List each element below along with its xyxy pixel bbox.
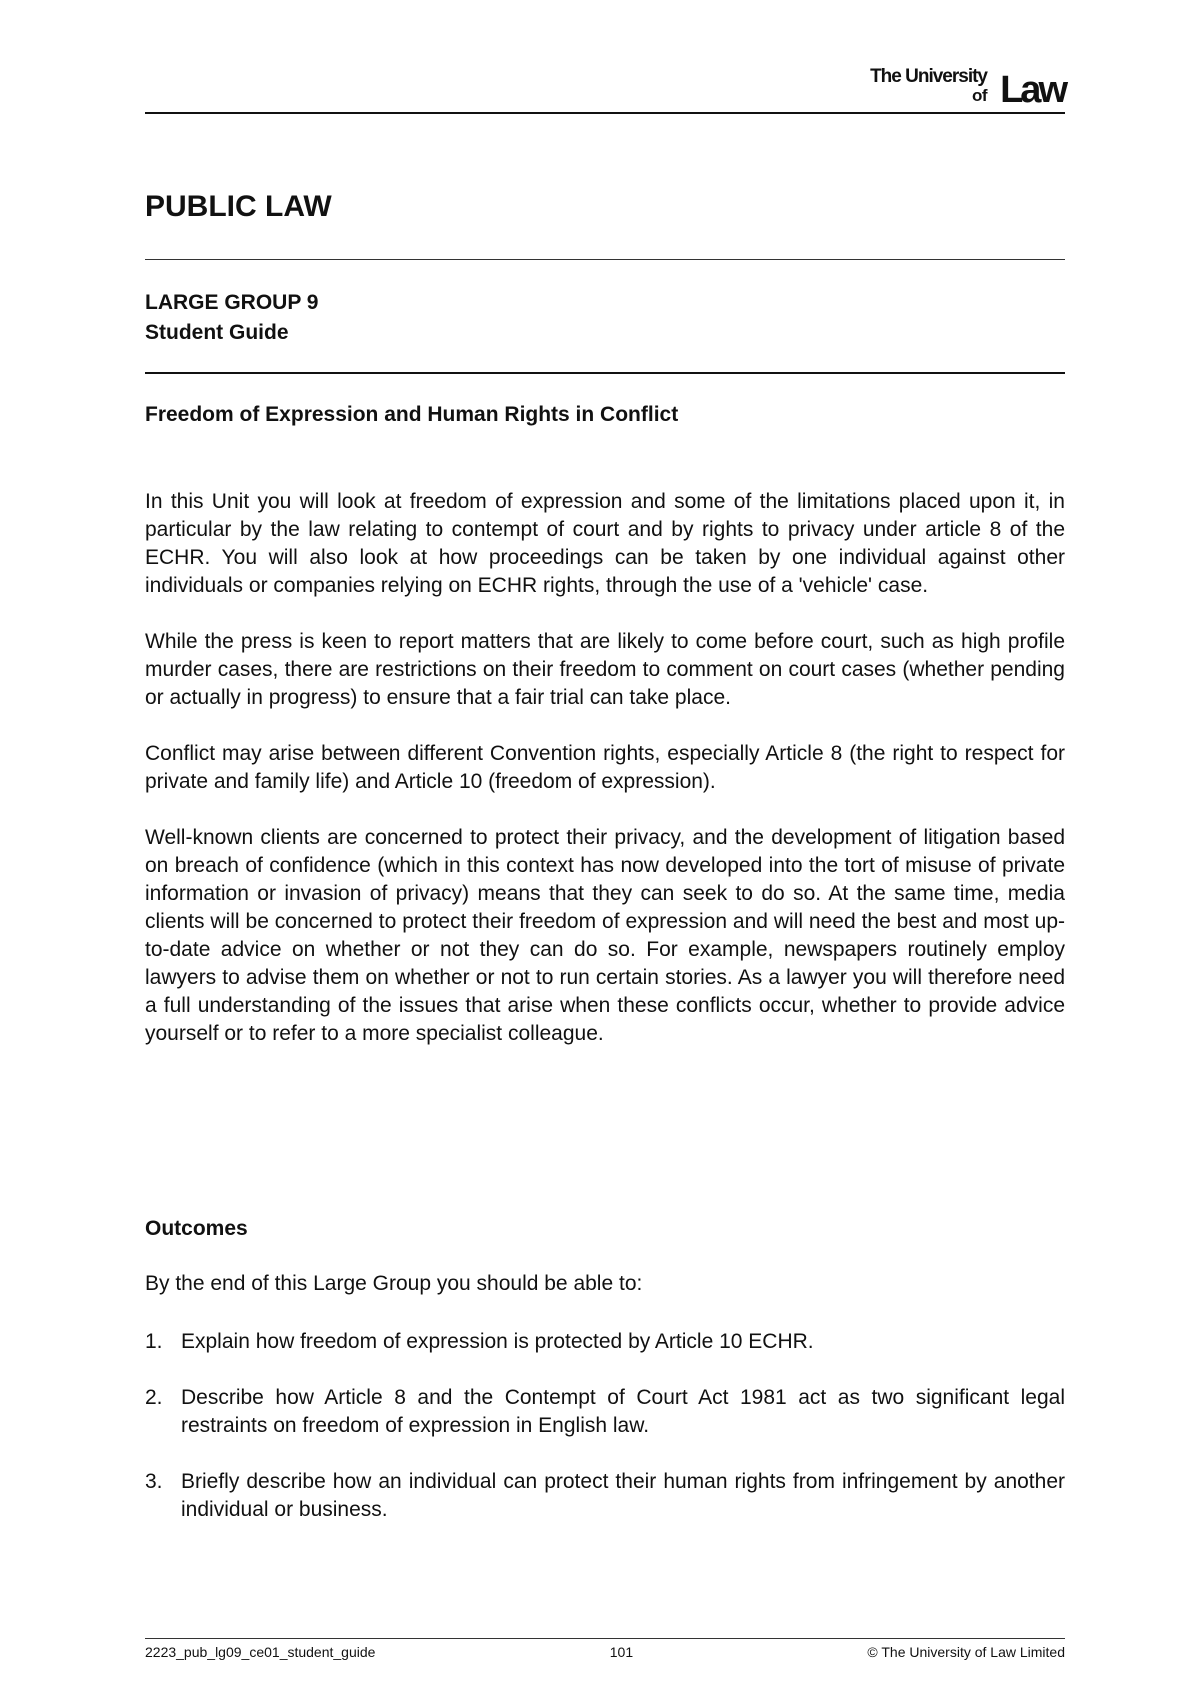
- paragraph: In this Unit you will look at freedom of expression and some of the limitations placed upon it, in particular by the law relating to contempt of court and by rights to privacy under article 8 of the ECHR. You will also look at how proceedings can be taken by one individual against other individuals or companies relying on ECHR rights, through the use of a 'vehicle' case.: [145, 490, 1065, 597]
- logo-text-of: of: [971, 86, 987, 105]
- list-item: [145, 1384, 1065, 1440]
- outcomes-intro: By the end of this Large Group you should be able to:: [145, 1272, 643, 1295]
- title-rule: [145, 259, 1065, 260]
- list-text: Briefly describe how an individual can protect their human rights from infringement by another individual or business.: [181, 1470, 1065, 1521]
- list-item: [145, 1468, 1065, 1524]
- section-rule: [145, 372, 1065, 374]
- list-number: 1.: [145, 1330, 163, 1353]
- footer-copyright: © The University of Law Limited: [867, 1644, 1065, 1660]
- header-rule: [145, 112, 1065, 114]
- group-heading: [145, 288, 318, 348]
- group-subtitle: Student Guide: [145, 321, 289, 344]
- list-number: 3.: [145, 1470, 163, 1493]
- outcomes-heading: Outcomes: [145, 1217, 248, 1240]
- outcomes-list: [145, 1328, 1065, 1552]
- document-page: [145, 0, 1065, 1698]
- list-text: Describe how Article 8 and the Contempt of Court Act 1981 act as two significant legal restraints on freedom of expression in English law.: [181, 1386, 1065, 1437]
- topic-heading: Freedom of Expression and Human Rights in Conflict: [145, 403, 679, 426]
- logo-text-university: The University: [870, 66, 987, 87]
- footer-rule: [145, 1638, 1065, 1639]
- logo-text-law: Law: [1000, 69, 1065, 111]
- page-footer: [145, 1644, 1065, 1660]
- footer-page-number: 101: [609, 1644, 634, 1660]
- paragraph: Well-known clients are concerned to protect their privacy, and the development of litigation based on breach of confidence (which in this context has now developed into the tort of misuse of private information or invasion of privacy) means that they can seek to do so. At the same time, media clients will be concerned to protect their freedom of expression and will need the best and most up-to-date advice on whether or not they can do so. For example, newspapers routinely employ lawyers to advise them on whether or not to run certain stories. As a lawyer you will therefore need a full understanding of the issues that arise when these conflicts occur, whether to provide advice yourself or to refer to a more specialist colleague.: [145, 826, 1065, 1045]
- group-label: LARGE GROUP 9: [145, 291, 319, 314]
- list-number: 2.: [145, 1386, 163, 1409]
- paragraph: Conflict may arise between different Convention rights, especially Article 8 (the right to respect for private and family life) and Article 10 (freedom of expression).: [145, 742, 1065, 793]
- page-title: PUBLIC LAW: [145, 190, 332, 223]
- intro-body: [145, 488, 1065, 1076]
- list-item: [145, 1328, 1065, 1356]
- paragraph: While the press is keen to report matters that are likely to come before court, such as high profile murder cases, there are restrictions on their freedom to comment on court cases (whether pending or actually in progress) to ensure that a fair trial can take place.: [145, 630, 1065, 709]
- university-logo: [850, 66, 1065, 111]
- list-text: Explain how freedom of expression is protected by Article 10 ECHR.: [181, 1330, 814, 1353]
- footer-document-code: 2223_pub_lg09_ce01_student_guide: [145, 1644, 376, 1660]
